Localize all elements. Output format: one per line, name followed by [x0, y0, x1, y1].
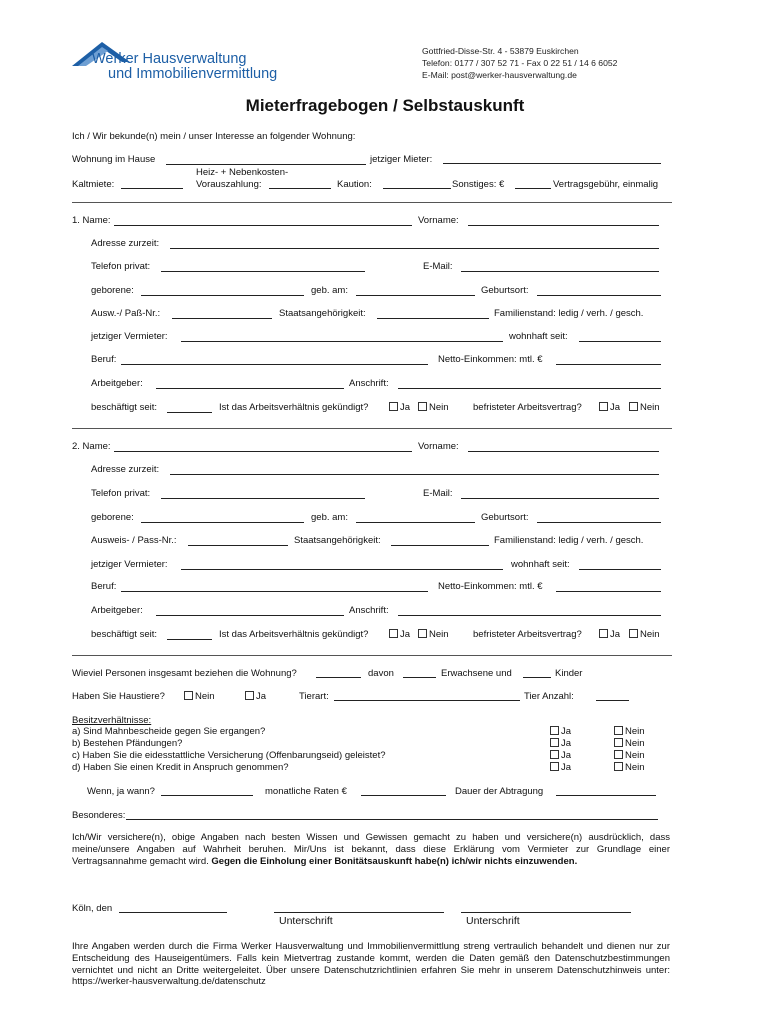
p1-vermieter-label: jetziger Vermieter: — [91, 331, 168, 342]
p2-vermieter-label: jetziger Vermieter: — [91, 559, 168, 570]
p2-befristet-ja[interactable]: Ja — [599, 629, 620, 640]
p2-staatsang-label: Staatsangehörigkeit: — [294, 535, 381, 546]
p2-geburtsort-label: Geburtsort: — [481, 512, 529, 523]
p2-anschrift-label: Anschrift: — [349, 605, 389, 616]
tierart-label: Tierart: — [299, 691, 329, 702]
p2-ausweis-field[interactable] — [188, 545, 288, 546]
p2-familienstand-label: Familienstand: ledig / verh. / gesch. — [494, 535, 644, 546]
wohnung-label: Wohnung im Hause — [72, 154, 156, 165]
checkbox-icon — [614, 726, 623, 735]
checkbox-icon — [614, 750, 623, 759]
p1-vorname-label: Vorname: — [418, 215, 459, 226]
p1-wohnhaft-label: wohnhaft seit: — [509, 331, 568, 342]
declaration-normal: Ich/Wir versichere(n), obige Angaben nach besten Wissen und Gewissen gemacht zu haben und versichere(n) ausdrücklich, dass meine/unsere Angaben auf Wahrheit beruhen. Mir/Uns ist bekannt, dass diese Erklärung vom Vermieter zur Grundlage einer Vertragsannahme gemacht wird. — [72, 832, 670, 867]
personen-field[interactable] — [316, 677, 361, 678]
p2-gebam-label: geb. am: — [311, 512, 348, 523]
p1-gekuendigt-ja[interactable]: Ja — [389, 402, 410, 413]
checkbox-icon — [389, 629, 398, 638]
separator-1 — [72, 202, 672, 203]
besitz-c-ja[interactable]: Ja — [550, 750, 571, 761]
haustiere-nein[interactable]: Nein — [184, 691, 215, 702]
p2-email-label: E-Mail: — [423, 488, 453, 499]
kaution-label: Kaution: — [337, 179, 372, 190]
nebenkosten-field[interactable] — [269, 188, 331, 189]
wohnung-field[interactable] — [166, 164, 366, 165]
p2-vermieter-field[interactable] — [181, 569, 503, 570]
besonderes-label: Besonderes: — [72, 810, 126, 821]
kinder-label: Kinder — [555, 668, 583, 679]
p2-gekuendigt-nein[interactable]: Nein — [418, 629, 449, 640]
dauer-field[interactable] — [556, 795, 656, 796]
besonderes-field[interactable] — [126, 819, 658, 820]
p2-name-label: 2. Name: — [72, 441, 111, 452]
p1-ausweis-field[interactable] — [172, 318, 272, 319]
page-title: Mieterfragebogen / Selbstauskunft — [245, 96, 525, 115]
p1-familienstand-label: Familienstand: ledig / verh. / gesch. — [494, 308, 644, 319]
company-name-line2: und Immobilienvermittlung — [108, 66, 278, 82]
nebenkosten-label-2: Vorauszahlung: — [196, 179, 262, 190]
checkbox-icon — [184, 691, 193, 700]
besitz-c-nein[interactable]: Nein — [614, 750, 645, 761]
declaration-bold: Gegen die Einholung einer Bonitätsauskunft habe(n) ich/wir nichts einzuwenden. — [211, 855, 578, 867]
p1-befristet-ja[interactable]: Ja — [599, 402, 620, 413]
mieter-field[interactable] — [443, 163, 661, 164]
p1-gekuendigt-nein[interactable]: Nein — [418, 402, 449, 413]
intro-text: Ich / Wir bekunde(n) mein / unser Interesse an folgender Wohnung: — [72, 131, 356, 142]
besitz-question-d: d) Haben Sie einen Kredit in Anspruch genommen? — [72, 762, 289, 773]
besitz-question-a: a) Sind Mahnbescheide gegen Sie ergangen? — [72, 726, 266, 737]
p2-beschaeftigt-label: beschäftigt seit: — [91, 629, 158, 640]
besitz-a-ja[interactable]: Ja — [550, 726, 571, 737]
p2-telefon-label: Telefon privat: — [91, 488, 151, 499]
kaution-field[interactable] — [383, 188, 451, 189]
besitz-d-ja[interactable]: Ja — [550, 762, 571, 773]
footer-privacy-text: Ihre Angaben werden durch die Firma Werker Hausverwaltung und Immobilienvermittlung streng vertraulich behandelt und dienen nur zur Entscheidung des Hauseigentümers. Falls kein Mietvertrag zustande kommt, werden die Daten gemäß den Datenschutzbestimmungen vernichtet und nicht an Dritte weitergeleitet. Über unsere Datenschutzrichtlinien erfahren Sie mehr in unserem Datenschutzhinweis unter: https://werker-hausverwaltung.de/datenschutz — [72, 941, 670, 988]
signature-label-2: Unterschrift — [466, 915, 520, 927]
p2-geborene-label: geborene: — [91, 512, 134, 523]
p1-geborene-field[interactable] — [141, 295, 304, 296]
erwachsene-field[interactable] — [403, 677, 436, 678]
p1-arbeitgeber-field[interactable] — [156, 388, 344, 389]
p2-email-field[interactable] — [461, 498, 659, 499]
checkbox-icon — [550, 750, 559, 759]
p1-geburtsort-label: Geburtsort: — [481, 285, 529, 296]
p1-geborene-label: geborene: — [91, 285, 134, 296]
p1-staatsang-label: Staatsangehörigkeit: — [279, 308, 366, 319]
checkbox-icon — [550, 726, 559, 735]
sonstiges-field[interactable] — [515, 188, 551, 189]
declaration-text — [72, 832, 670, 867]
p1-adresse-field[interactable] — [170, 248, 659, 249]
p2-staatsang-field[interactable] — [391, 545, 489, 546]
p2-beruf-label: Beruf: — [91, 581, 117, 592]
mieter-label: jetziger Mieter: — [370, 154, 433, 165]
p2-beschaeftigt-field[interactable] — [167, 639, 212, 640]
p2-gekuendigt-ja[interactable]: Ja — [389, 629, 410, 640]
company-email: E-Mail: post@werker-hausverwaltung.de — [422, 70, 577, 80]
p2-wohnhaft-label: wohnhaft seit: — [511, 559, 570, 570]
p2-befristet-nein[interactable]: Nein — [629, 629, 660, 640]
p1-beschaeftigt-field[interactable] — [167, 412, 212, 413]
wann-field[interactable] — [161, 795, 253, 796]
p2-adresse-label: Adresse zurzeit: — [91, 464, 160, 475]
personen-label: Wieviel Personen insgesamt beziehen die Wohnung? — [72, 668, 297, 679]
checkbox-icon — [629, 402, 638, 411]
raten-label: monatliche Raten € — [265, 786, 347, 797]
p1-arbeitgeber-label: Arbeitgeber: — [91, 378, 143, 389]
p1-beschaeftigt-label: beschäftigt seit: — [91, 402, 158, 413]
p2-wohnhaft-field[interactable] — [579, 569, 661, 570]
p2-befristet-label: befristeter Arbeitsvertrag? — [473, 629, 582, 640]
checkbox-icon — [614, 762, 623, 771]
p1-wohnhaft-field[interactable] — [579, 341, 661, 342]
besitz-b-ja[interactable]: Ja — [550, 738, 571, 749]
p1-netto-label: Netto-Einkommen: mtl. € — [438, 354, 543, 365]
p1-geburtsort-field[interactable] — [537, 295, 661, 296]
p1-name-field[interactable] — [114, 225, 412, 226]
signature-place-label: Köln, den — [72, 903, 113, 914]
checkbox-icon — [629, 629, 638, 638]
signature-field-1[interactable] — [274, 912, 444, 913]
p1-vorname-field[interactable] — [468, 225, 659, 226]
wann-label: Wenn, ja wann? — [87, 786, 155, 797]
kaltmiete-field[interactable] — [121, 188, 183, 189]
besitz-d-nein[interactable]: Nein — [614, 762, 645, 773]
besitz-heading: Besitzverhältnisse: — [72, 715, 152, 726]
p1-telefon-label: Telefon privat: — [91, 261, 151, 272]
checkbox-icon — [599, 402, 608, 411]
company-address: Gottfried-Disse-Str. 4 - 53879 Euskirchen — [422, 46, 579, 56]
p2-geburtsort-field[interactable] — [537, 522, 661, 523]
company-name-line1: Werker Hausverwaltung — [92, 51, 247, 67]
signature-date-field[interactable] — [119, 912, 227, 913]
p1-befristet-label: befristeter Arbeitsvertrag? — [473, 402, 582, 413]
besitz-a-nein[interactable]: Nein — [614, 726, 645, 737]
haustiere-label: Haben Sie Haustiere? — [72, 691, 165, 702]
p1-email-field[interactable] — [461, 271, 659, 272]
p1-gekuendigt-label: Ist das Arbeitsverhältnis gekündigt? — [219, 402, 369, 413]
p1-netto-field[interactable] — [556, 364, 661, 365]
separator-2 — [72, 428, 672, 429]
p1-befristet-nein[interactable]: Nein — [629, 402, 660, 413]
checkbox-icon — [599, 629, 608, 638]
p1-staatsang-field[interactable] — [377, 318, 489, 319]
p2-beruf-field[interactable] — [121, 591, 428, 592]
p1-email-label: E-Mail: — [423, 261, 453, 272]
kinder-field[interactable] — [523, 677, 551, 678]
tierart-field[interactable] — [334, 700, 520, 701]
p2-gekuendigt-label: Ist das Arbeitsverhältnis gekündigt? — [219, 629, 369, 640]
kaltmiete-label: Kaltmiete: — [72, 179, 115, 190]
p2-name-field[interactable] — [114, 451, 412, 452]
besitz-b-nein[interactable]: Nein — [614, 738, 645, 749]
checkbox-icon — [245, 691, 254, 700]
p2-vorname-label: Vorname: — [418, 441, 459, 452]
tieranzahl-label: Tier Anzahl: — [524, 691, 574, 702]
signature-field-2[interactable] — [461, 912, 631, 913]
p2-arbeitgeber-field[interactable] — [156, 615, 344, 616]
dauer-label: Dauer der Abtragung — [455, 786, 544, 797]
sonstiges-label: Sonstiges: € — [452, 179, 505, 190]
nebenkosten-label-1: Heiz- + Nebenkosten- — [196, 167, 289, 178]
checkbox-icon — [614, 738, 623, 747]
checkbox-icon — [418, 402, 427, 411]
raten-field[interactable] — [361, 795, 446, 796]
p2-telefon-field[interactable] — [161, 498, 365, 499]
erwachsene-label: Erwachsene und — [441, 668, 512, 679]
p2-adresse-field[interactable] — [170, 474, 659, 475]
checkbox-icon — [550, 738, 559, 747]
checkbox-icon — [389, 402, 398, 411]
vertragsgebuehr-label: Vertragsgebühr, einmalig — [553, 179, 659, 190]
haustiere-ja[interactable]: Ja — [245, 691, 266, 702]
p1-telefon-field[interactable] — [161, 271, 365, 272]
checkbox-icon — [418, 629, 427, 638]
p1-vermieter-field[interactable] — [181, 341, 503, 342]
p2-netto-label: Netto-Einkommen: mtl. € — [438, 581, 543, 592]
p1-beruf-label: Beruf: — [91, 354, 117, 365]
p2-arbeitgeber-label: Arbeitgeber: — [91, 605, 143, 616]
p1-name-label: 1. Name: — [72, 215, 111, 226]
p1-gebam-field[interactable] — [356, 295, 475, 296]
p1-gebam-label: geb. am: — [311, 285, 348, 296]
p2-netto-field[interactable] — [556, 591, 661, 592]
p1-adresse-label: Adresse zurzeit: — [91, 238, 160, 249]
davon-label: davon — [368, 668, 394, 679]
signature-label-1: Unterschrift — [279, 915, 333, 927]
separator-3 — [72, 655, 672, 656]
besitz-question-b: b) Bestehen Pfändungen? — [72, 738, 183, 749]
besitz-question-c: c) Haben Sie die eidesstattliche Versicherung (Offenbarungseid) geleistet? — [72, 750, 386, 761]
p1-anschrift-label: Anschrift: — [349, 378, 389, 389]
p1-beruf-field[interactable] — [121, 364, 428, 365]
tieranzahl-field[interactable] — [596, 700, 629, 701]
p2-anschrift-field[interactable] — [398, 615, 661, 616]
company-phone: Telefon: 0177 / 307 52 71 - Fax 0 22 51 / 14 6 6052 — [422, 58, 618, 68]
p2-gebam-field[interactable] — [356, 522, 475, 523]
p2-ausweis-label: Ausweis- / Pass-Nr.: — [91, 535, 177, 546]
p2-geborene-field[interactable] — [141, 522, 304, 523]
checkbox-icon — [550, 762, 559, 771]
p1-ausweis-label: Ausw.-/ Paß-Nr.: — [91, 308, 161, 319]
p1-anschrift-field[interactable] — [398, 388, 661, 389]
p2-vorname-field[interactable] — [468, 451, 659, 452]
